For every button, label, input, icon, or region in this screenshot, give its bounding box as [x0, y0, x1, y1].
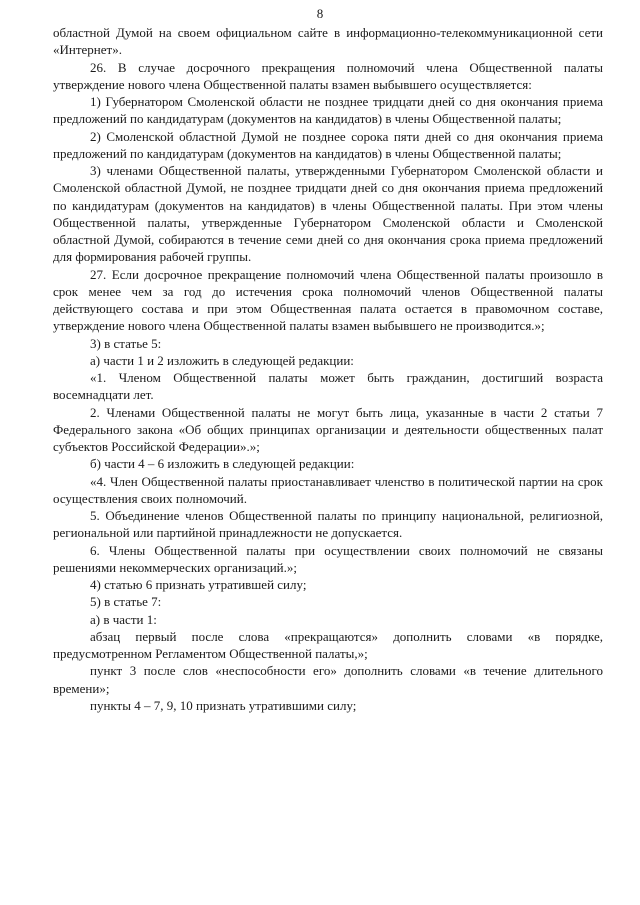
paragraph: 2) Смоленской областной Думой не позднее сорока пяти дней со дня окончания приема предложений по кандидатурам (документов на кандидатов) в члены Общественной палаты;	[53, 128, 603, 161]
paragraph: 4) статью 6 признать утратившей силу;	[90, 577, 307, 592]
paragraph: 3) членами Общественной палаты, утвержденными Губернатором Смоленской области и Смоленской областной Думой, не позднее тридцати дней со дня окончания приема предложений по кандидатурам (документов на кандидатов) в члены Общественной палаты. При этом члены Общественной палаты, утвержденные Губернатором Смоленской области и Смоленской областной Думой, собираются в течение семи дней со дня окончания срока приема предложений для формирования рабочей группы.	[53, 163, 603, 265]
paragraph: а) части 1 и 2 изложить в следующей редакции:	[90, 352, 354, 368]
paragraph: пункты 4 – 7, 9, 10 признать утратившими силу;	[90, 697, 357, 713]
paragraph: «1. Членом Общественной палаты может быть гражданин, достигший возраста восемнадцати лет.	[53, 370, 603, 403]
paragraph: «4. Член Общественной палаты приостанавливает членство в политической партии на срок осуществления своих полномочий.	[53, 473, 603, 506]
page-number: 8	[316, 6, 324, 21]
paragraph: 1) Губернатором Смоленской области не позднее тридцати дней со дня окончания приема предложений по кандидатурам (документов на кандидатов) в члены Общественной палаты;	[53, 94, 603, 127]
paragraph: 5) в статье 7:	[90, 594, 162, 610]
paragraph: б) части 4 – 6 изложить в следующей редакции:	[90, 456, 355, 472]
paragraph: 5. Объединение членов Общественной палаты по принципу национальной, религиозной, региональной или партийной принадлежности не допускается.	[53, 508, 603, 541]
document-body	[53, 24, 603, 714]
paragraph: 26. В случае досрочного прекращения полномочий члена Общественной палаты утверждение нового члена Общественной палаты взамен выбывшего осуществляется:	[53, 59, 603, 92]
paragraph: 3) в статье 5:	[90, 335, 162, 351]
paragraph: а) в части 1:	[90, 611, 157, 627]
paragraph: 2. Членами Общественной палаты не могут быть лица, указанные в части 2 статьи 7 Федерального закона «Об общих принципах организации и деятельности общественных палат субъектов Российской Федерации».»;	[53, 404, 603, 454]
paragraph: 6. Члены Общественной палаты при осуществлении своих полномочий не связаны решениями некоммерческих организаций.»;	[53, 542, 603, 575]
paragraph: 27. Если досрочное прекращение полномочий члена Общественной палаты произошло в срок менее чем за год до истечения срока полномочий членов Общественной палаты действующего состава и при этом Общественная палата остается в правомочном составе, утверждение нового члена Общественной палаты взамен выбывшего не производится.»;	[53, 266, 603, 334]
paragraph: пункт 3 после слов «неспособности его» дополнить словами «в течение длительного времени»;	[53, 663, 603, 696]
paragraph: абзац первый после слова «прекращаются» дополнить словами «в порядке, предусмотренном Регламентом Общественной палаты,»;	[53, 628, 603, 661]
paragraph: областной Думой на своем официальном сайте в информационно-телекоммуникационной сети «Интернет».	[53, 25, 603, 58]
